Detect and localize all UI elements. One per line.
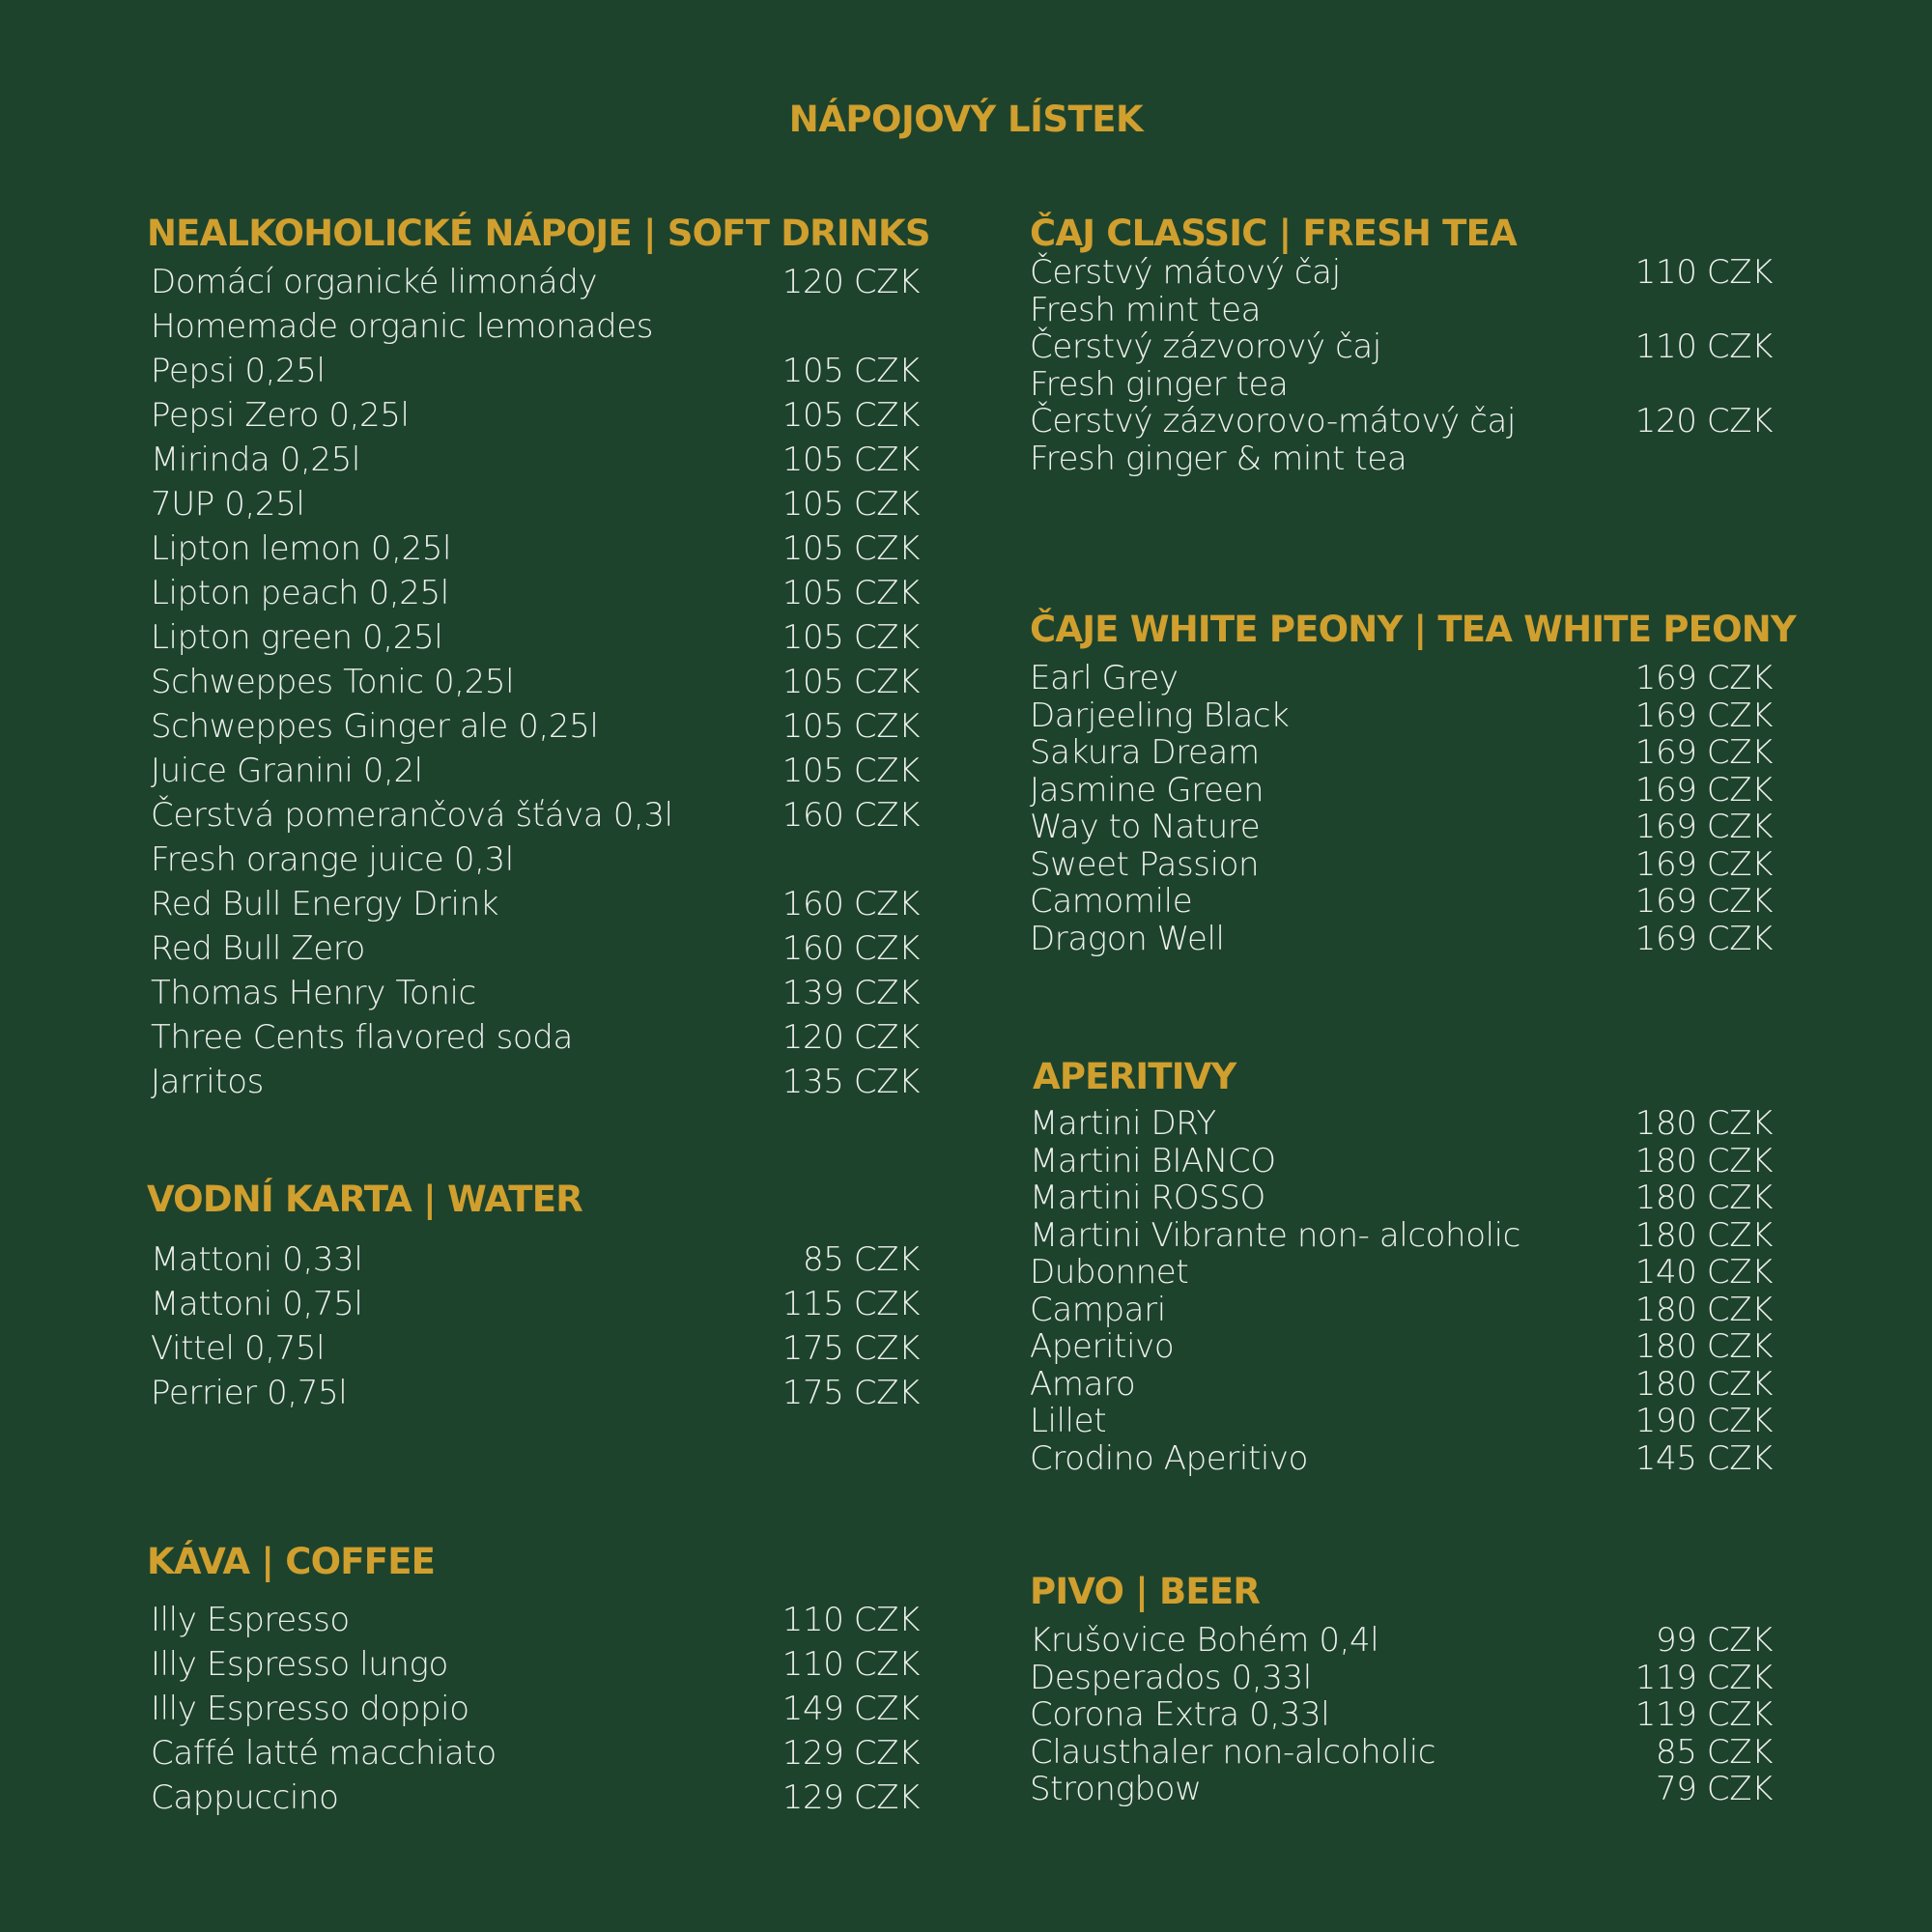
item-price: 160 CZK	[781, 885, 920, 923]
section-beer	[1030, 1571, 1773, 1808]
item-list	[1030, 1622, 1773, 1808]
item-list	[147, 1237, 920, 1415]
item-name: Way to Nature	[1030, 808, 1261, 846]
section-coffee	[147, 1541, 920, 1820]
menu-item	[1030, 921, 1773, 958]
item-names	[1030, 1440, 1308, 1478]
item-price: 120 CZK	[781, 263, 920, 301]
item-subtitle: Fresh mint tea	[1030, 290, 1262, 329]
menu-item	[1030, 1179, 1773, 1217]
item-names	[1030, 328, 1381, 403]
item-names	[1030, 697, 1289, 735]
item-name: Juice Granini 0,2l	[151, 752, 423, 790]
item-price: 120 CZK	[1634, 402, 1773, 440]
item-name: Martini ROSSO	[1030, 1179, 1265, 1217]
section-water	[147, 1179, 920, 1415]
menu-item	[1030, 772, 1773, 810]
item-price: 180 CZK	[1634, 1327, 1773, 1366]
item-names	[147, 393, 410, 438]
menu-item	[1030, 1254, 1773, 1292]
section-heading: KÁVA | COFFEE	[147, 1541, 436, 1582]
item-names	[147, 526, 451, 571]
menu-item	[147, 1326, 920, 1371]
item-name: Perrier 0,75l	[151, 1374, 348, 1412]
item-name: Mattoni 0,33l	[151, 1240, 363, 1279]
item-names	[147, 438, 360, 482]
menu-item	[147, 482, 920, 526]
item-names	[1030, 1179, 1265, 1217]
item-name: Sakura Dream	[1030, 733, 1260, 772]
item-price: 149 CZK	[781, 1690, 920, 1728]
item-name: Thomas Henry Tonic	[151, 974, 476, 1012]
item-price: 105 CZK	[781, 485, 920, 524]
item-subtitle: Fresh orange juice 0,3l	[151, 840, 514, 879]
item-names	[147, 1598, 350, 1642]
item-price: 105 CZK	[781, 352, 920, 390]
item-price: 120 CZK	[781, 1018, 920, 1057]
item-price: 119 CZK	[1634, 1658, 1773, 1697]
item-names	[147, 571, 449, 615]
item-name: Amaro	[1030, 1364, 1136, 1404]
item-name: Domácí organické limonády	[151, 263, 598, 301]
item-names	[1030, 1771, 1202, 1808]
item-price: 139 CZK	[781, 974, 920, 1012]
item-names	[1030, 1328, 1174, 1366]
menu-item	[1030, 1292, 1773, 1329]
menu-item	[147, 1282, 920, 1326]
item-name: Lipton peach 0,25l	[151, 574, 449, 612]
section-heading: PIVO | BEER	[1030, 1571, 1261, 1612]
item-price: 145 CZK	[1634, 1438, 1773, 1478]
item-price: 180 CZK	[1634, 1104, 1773, 1143]
item-list	[147, 1598, 920, 1820]
menu-item	[147, 1776, 920, 1820]
item-names	[1030, 1254, 1188, 1292]
item-price: 99 CZK	[1656, 1621, 1773, 1660]
item-price: 105 CZK	[781, 574, 920, 612]
item-names	[1030, 1366, 1135, 1404]
menu-item	[1030, 883, 1773, 921]
section-heading: NEALKOHOLICKÉ NÁPOJE | SOFT DRINKS	[147, 213, 930, 254]
item-name: Pepsi 0,25l	[151, 352, 326, 390]
section-heading: ČAJE WHITE PEONY | TEA WHITE PEONY	[1030, 609, 1796, 650]
item-price: 180 CZK	[1634, 1215, 1773, 1255]
item-names	[147, 882, 498, 926]
item-name: Lipton lemon 0,25l	[151, 529, 452, 568]
item-price: 169 CZK	[1634, 919, 1773, 958]
menu-title: NÁPOJOVÝ LÍSTEK	[788, 99, 1144, 140]
item-price: 85 CZK	[1656, 1732, 1773, 1772]
item-price: 129 CZK	[781, 1778, 920, 1817]
menu-item	[1030, 1696, 1773, 1734]
menu-item	[1030, 1734, 1773, 1772]
item-names	[1030, 1622, 1378, 1660]
section-white-peony	[1030, 609, 1796, 958]
item-names	[147, 1687, 469, 1731]
menu-item	[147, 1598, 920, 1642]
item-name: Camomile	[1030, 882, 1193, 921]
item-price: 190 CZK	[1634, 1402, 1773, 1440]
item-name: Dragon Well	[1030, 919, 1225, 958]
item-price: 175 CZK	[781, 1374, 920, 1412]
menu-item	[147, 438, 920, 482]
menu-item	[1030, 809, 1773, 846]
item-subtitle: Homemade organic lemonades	[151, 307, 654, 346]
item-names	[147, 793, 673, 882]
item-names	[147, 482, 304, 526]
section-heading: ČAJ CLASSIC | FRESH TEA	[1030, 213, 1517, 254]
item-name: Jarritos	[151, 1063, 264, 1101]
item-names	[147, 260, 653, 349]
menu-item	[147, 526, 920, 571]
menu-item	[1030, 660, 1773, 697]
menu-item	[147, 393, 920, 438]
menu-item	[147, 704, 920, 749]
menu-item	[1030, 1771, 1773, 1808]
item-price: 110 CZK	[781, 1645, 920, 1684]
item-name: Krušovice Bohém 0,4l	[1030, 1621, 1379, 1660]
item-price: 105 CZK	[781, 396, 920, 435]
item-price: 169 CZK	[1634, 882, 1773, 921]
section-soft-drinks	[147, 213, 930, 1104]
item-name: Corona Extra 0,33l	[1030, 1695, 1330, 1734]
menu-item	[1030, 403, 1773, 477]
item-name: Illy Espresso	[151, 1601, 350, 1639]
menu-item	[147, 926, 920, 971]
item-name: Strongbow	[1030, 1770, 1202, 1808]
section-aperitivy	[1030, 1056, 1773, 1477]
item-names	[147, 1060, 264, 1104]
item-names	[1030, 772, 1264, 810]
item-names	[1030, 1660, 1312, 1697]
item-price: 105 CZK	[781, 707, 920, 746]
item-name: Crodino Aperitivo	[1030, 1438, 1309, 1478]
menu-item	[147, 260, 920, 349]
item-price: 129 CZK	[781, 1734, 920, 1773]
item-names	[147, 704, 598, 749]
item-price: 169 CZK	[1634, 733, 1773, 772]
item-names	[1030, 660, 1179, 697]
menu-item	[1030, 1328, 1773, 1366]
item-names	[1030, 254, 1341, 328]
menu-item	[1030, 1622, 1773, 1660]
item-price: 169 CZK	[1634, 808, 1773, 846]
item-name: Earl Grey	[1030, 659, 1179, 697]
item-price: 180 CZK	[1634, 1290, 1773, 1329]
item-name: Schweppes Ginger ale 0,25l	[151, 707, 599, 746]
item-name: Red Bull Energy Drink	[151, 885, 499, 923]
item-price: 79 CZK	[1656, 1770, 1773, 1808]
item-names	[147, 1371, 347, 1415]
item-price: 110 CZK	[1634, 253, 1773, 292]
item-names	[147, 749, 423, 793]
item-names	[147, 1237, 362, 1282]
item-names	[1030, 1292, 1166, 1329]
item-names	[1030, 883, 1192, 921]
menu-item	[147, 971, 920, 1015]
section-fresh-tea	[1030, 213, 1773, 477]
item-price: 110 CZK	[1634, 327, 1773, 366]
section-heading: VODNÍ KARTA | WATER	[147, 1179, 582, 1220]
menu-item	[1030, 846, 1773, 884]
item-name: Lillet	[1030, 1402, 1107, 1440]
item-price: 160 CZK	[781, 929, 920, 968]
menu-item	[147, 793, 920, 882]
item-price: 105 CZK	[781, 440, 920, 479]
item-price: 115 CZK	[781, 1285, 920, 1323]
item-names	[1030, 734, 1260, 772]
item-names	[1030, 1403, 1106, 1440]
menu-item	[147, 882, 920, 926]
item-names	[147, 1015, 573, 1060]
item-price: 105 CZK	[781, 529, 920, 568]
item-price: 175 CZK	[781, 1329, 920, 1368]
menu-item	[1030, 254, 1773, 328]
item-list	[1030, 660, 1773, 957]
menu-item	[1030, 1143, 1773, 1180]
item-name: Illy Espresso lungo	[151, 1645, 448, 1684]
item-name: Illy Espresso doppio	[151, 1690, 469, 1728]
item-price: 119 CZK	[1634, 1695, 1773, 1734]
item-price: 169 CZK	[1634, 844, 1773, 884]
menu-item	[1030, 1217, 1773, 1255]
item-names	[147, 1776, 338, 1820]
menu-item	[147, 1060, 920, 1104]
item-name: Pepsi Zero 0,25l	[151, 396, 410, 435]
item-price: 169 CZK	[1634, 770, 1773, 810]
item-price: 105 CZK	[781, 618, 920, 657]
menu-item	[147, 1237, 920, 1282]
item-names	[1030, 1143, 1276, 1180]
item-name: Lipton green 0,25l	[151, 618, 443, 657]
item-price: 105 CZK	[781, 752, 920, 790]
menu-item	[147, 571, 920, 615]
item-list	[1030, 254, 1773, 477]
item-name: Red Bull Zero	[151, 929, 365, 968]
item-name: Čerstvá pomerančová šťáva 0,3l	[151, 796, 673, 835]
item-names	[147, 615, 442, 660]
item-name: Vittel 0,75l	[151, 1329, 326, 1368]
item-name: Caffé latté macchiato	[151, 1734, 497, 1773]
item-price: 160 CZK	[781, 796, 920, 835]
item-subtitle: Fresh ginger & mint tea	[1030, 439, 1407, 478]
item-name: Three Cents flavored soda	[151, 1018, 573, 1057]
item-names	[1030, 809, 1260, 846]
menu-item	[1030, 1660, 1773, 1697]
menu-item	[1030, 1366, 1773, 1404]
item-name: Dubonnet	[1030, 1253, 1189, 1292]
item-name: Campari	[1030, 1290, 1166, 1329]
item-price: 180 CZK	[1634, 1179, 1773, 1217]
item-name: 7UP 0,25l	[151, 485, 305, 524]
menu-item	[1030, 1105, 1773, 1143]
item-name: Martini BIANCO	[1030, 1141, 1276, 1180]
item-names	[1030, 1696, 1329, 1734]
item-name: Darjeeling Black	[1030, 696, 1290, 735]
menu-item	[147, 1731, 920, 1776]
item-name: Schweppes Tonic 0,25l	[151, 663, 515, 701]
menu-item	[147, 1687, 920, 1731]
item-name: Aperitivo	[1030, 1327, 1175, 1366]
item-name: Sweet Passion	[1030, 844, 1260, 884]
menu-item	[147, 660, 920, 704]
item-price: 105 CZK	[781, 663, 920, 701]
item-name: Desperados 0,33l	[1030, 1658, 1312, 1697]
item-list	[147, 260, 920, 1104]
menu-item	[1030, 328, 1773, 403]
item-names	[147, 1731, 497, 1776]
item-name: Clausthaler non-alcoholic	[1030, 1732, 1436, 1772]
item-names	[147, 1282, 362, 1326]
item-names	[147, 1326, 325, 1371]
item-name: Martini DRY	[1030, 1104, 1216, 1143]
item-name: Mattoni 0,75l	[151, 1285, 363, 1323]
item-price: 140 CZK	[1634, 1253, 1773, 1292]
item-names	[147, 926, 365, 971]
item-price: 85 CZK	[803, 1240, 920, 1279]
menu-item	[147, 1371, 920, 1415]
item-list	[1030, 1105, 1773, 1477]
item-price: 135 CZK	[781, 1063, 920, 1101]
item-name: Jasmine Green	[1030, 770, 1264, 810]
item-price: 169 CZK	[1634, 659, 1773, 697]
menu-item	[1030, 1403, 1773, 1440]
menu-item	[1030, 1440, 1773, 1478]
item-names	[1030, 1734, 1435, 1772]
item-subtitle: Fresh ginger tea	[1030, 364, 1289, 404]
item-name: Mirinda 0,25l	[151, 440, 360, 479]
item-names	[1030, 1217, 1520, 1255]
item-name: Čerstvý zázvorovo-mátový čaj	[1030, 402, 1516, 440]
item-name: Martini Vibrante non- alcoholic	[1030, 1215, 1520, 1255]
item-name: Čerstvý zázvorový čaj	[1030, 327, 1381, 366]
item-name: Čerstvý mátový čaj	[1030, 253, 1341, 292]
menu-item	[147, 749, 920, 793]
menu-item	[1030, 734, 1773, 772]
item-names	[1030, 846, 1259, 884]
item-names	[1030, 921, 1225, 958]
item-price: 180 CZK	[1634, 1141, 1773, 1180]
item-names	[147, 1642, 448, 1687]
item-names	[147, 660, 514, 704]
menu-item	[147, 615, 920, 660]
item-price: 169 CZK	[1634, 696, 1773, 735]
item-name: Cappuccino	[151, 1778, 339, 1817]
menu-item	[147, 349, 920, 393]
item-price: 180 CZK	[1634, 1364, 1773, 1404]
menu-item	[147, 1642, 920, 1687]
item-names	[1030, 403, 1516, 477]
menu-item	[1030, 697, 1773, 735]
menu-item	[147, 1015, 920, 1060]
item-price: 110 CZK	[781, 1601, 920, 1639]
item-names	[147, 971, 476, 1015]
section-heading: APERITIVY	[1033, 1056, 1236, 1097]
item-names	[147, 349, 326, 393]
item-names	[1030, 1105, 1216, 1143]
